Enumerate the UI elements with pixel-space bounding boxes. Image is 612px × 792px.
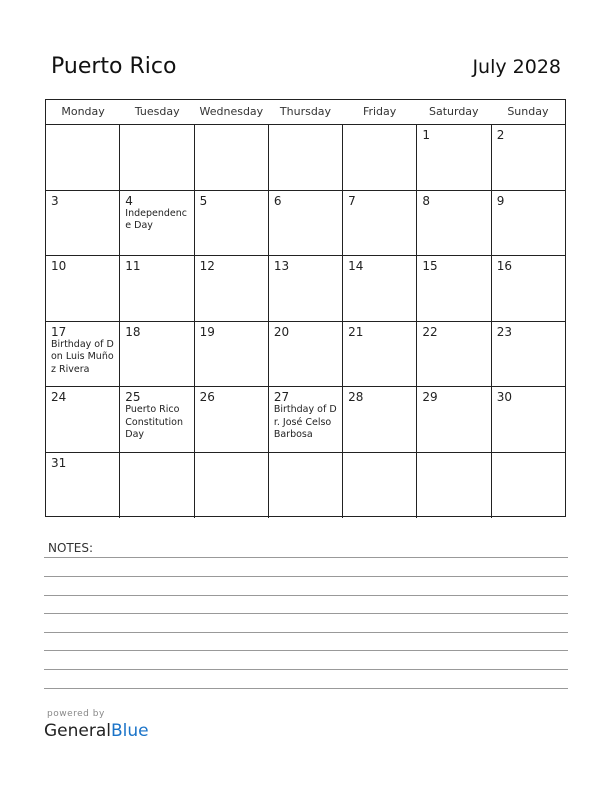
brand-blue: Blue xyxy=(111,721,149,741)
page-title: Puerto Rico xyxy=(51,54,177,79)
notes-line xyxy=(44,632,568,633)
day-cell[interactable] xyxy=(195,453,269,519)
calendar-grid xyxy=(45,99,566,517)
day-cell[interactable] xyxy=(269,256,343,321)
day-number: 1 xyxy=(422,128,431,142)
weekday-label: Sunday xyxy=(507,105,549,118)
notes-line xyxy=(44,557,568,558)
day-number: 30 xyxy=(496,390,512,404)
notes-line xyxy=(44,688,568,689)
day-cell[interactable] xyxy=(120,256,194,321)
day-number: 14 xyxy=(348,259,364,273)
day-number: 2 xyxy=(496,128,505,142)
weekday-label: Thursday xyxy=(279,105,332,118)
day-number: 29 xyxy=(422,390,438,404)
day-cell[interactable] xyxy=(195,387,269,452)
day-number: 28 xyxy=(348,390,364,404)
day-number: 19 xyxy=(199,324,215,339)
day-number: 3 xyxy=(51,193,59,208)
weekday-header xyxy=(46,100,565,125)
weekday-label: Monday xyxy=(61,105,105,118)
day-cell[interactable] xyxy=(492,322,565,387)
day-cell[interactable] xyxy=(46,387,120,452)
notes-line xyxy=(44,669,568,670)
day-cell[interactable] xyxy=(120,322,194,387)
day-number: 18 xyxy=(125,324,141,339)
day-number: 26 xyxy=(199,390,215,404)
day-number: 25 xyxy=(125,390,141,404)
day-number: 8 xyxy=(422,193,431,208)
day-cell[interactable] xyxy=(417,387,491,452)
day-cell[interactable] xyxy=(195,256,269,321)
day-cell[interactable] xyxy=(343,256,417,321)
day-number: 15 xyxy=(422,259,438,273)
day-cell[interactable] xyxy=(120,387,194,452)
notes-line xyxy=(44,613,568,614)
day-cell[interactable] xyxy=(492,125,565,190)
day-cell[interactable] xyxy=(46,322,120,387)
day-number: 10 xyxy=(51,259,67,273)
day-cell[interactable] xyxy=(120,191,194,256)
week-row xyxy=(46,387,565,453)
day-cell[interactable] xyxy=(46,125,120,190)
day-number: 20 xyxy=(273,324,290,339)
day-cell[interactable] xyxy=(195,125,269,190)
day-number: 17 xyxy=(51,324,67,339)
weekday-label: Wednesday xyxy=(199,105,264,118)
day-number: 27 xyxy=(273,390,290,404)
day-cell[interactable] xyxy=(195,191,269,256)
day-cell[interactable] xyxy=(120,125,194,190)
day-cell[interactable] xyxy=(269,322,343,387)
day-cell[interactable] xyxy=(343,125,417,190)
day-cell[interactable] xyxy=(417,256,491,321)
holiday-label: Birthday of Dr. José Celso Barbosa xyxy=(273,404,337,440)
day-number: 21 xyxy=(348,324,364,339)
month-label: July 2028 xyxy=(472,56,561,78)
day-cell[interactable] xyxy=(417,191,491,256)
week-row xyxy=(46,453,565,519)
day-cell[interactable] xyxy=(343,387,417,452)
holiday-label: Puerto Rico Constitution Day xyxy=(125,404,184,440)
day-number: 16 xyxy=(496,259,512,273)
day-cell[interactable] xyxy=(343,191,417,256)
day-cell[interactable] xyxy=(492,453,565,519)
day-cell[interactable] xyxy=(492,387,565,452)
day-number: 12 xyxy=(199,259,215,273)
weekday-label: Tuesday xyxy=(134,105,180,118)
day-number: 4 xyxy=(125,193,133,208)
day-cell[interactable] xyxy=(492,256,565,321)
day-cell[interactable] xyxy=(417,322,491,387)
day-number: 22 xyxy=(422,324,438,339)
day-cell[interactable] xyxy=(343,322,417,387)
day-number: 24 xyxy=(51,390,67,404)
day-number: 13 xyxy=(273,259,290,273)
week-row xyxy=(46,191,565,257)
day-cell[interactable] xyxy=(195,322,269,387)
brand-general: General xyxy=(44,721,111,741)
day-cell[interactable] xyxy=(343,453,417,519)
day-cell[interactable] xyxy=(269,191,343,256)
week-row xyxy=(46,125,565,191)
day-number: 31 xyxy=(51,455,67,470)
day-cell[interactable] xyxy=(120,453,194,519)
day-cell[interactable] xyxy=(269,453,343,519)
day-cell[interactable] xyxy=(269,387,343,452)
notes-line xyxy=(44,576,568,577)
day-cell[interactable] xyxy=(417,125,491,190)
day-cell[interactable] xyxy=(46,453,120,519)
day-number: 5 xyxy=(199,193,208,208)
notes-line xyxy=(44,650,568,651)
week-row xyxy=(46,322,565,388)
powered-by-text: powered by xyxy=(47,709,105,719)
week-row xyxy=(46,256,565,322)
notes-label: NOTES: xyxy=(48,541,93,555)
notes-line xyxy=(44,595,568,596)
weeks-container xyxy=(46,125,565,518)
day-number: 7 xyxy=(348,193,356,208)
day-number: 9 xyxy=(496,193,505,208)
day-cell[interactable] xyxy=(492,191,565,256)
day-number: 6 xyxy=(273,193,282,208)
day-cell[interactable] xyxy=(46,191,120,256)
holiday-label: Independence Day xyxy=(125,207,187,231)
holiday-label: Birthday of Don Luis Muñoz Rivera xyxy=(51,338,114,375)
weekday-label: Friday xyxy=(362,105,397,118)
weekday-label: Saturday xyxy=(428,105,479,118)
day-cell[interactable] xyxy=(269,125,343,190)
brand-logo[interactable] xyxy=(44,721,149,741)
day-cell[interactable] xyxy=(417,453,491,519)
day-number: 23 xyxy=(496,324,512,339)
day-cell[interactable] xyxy=(46,256,120,321)
day-number: 11 xyxy=(125,259,141,273)
